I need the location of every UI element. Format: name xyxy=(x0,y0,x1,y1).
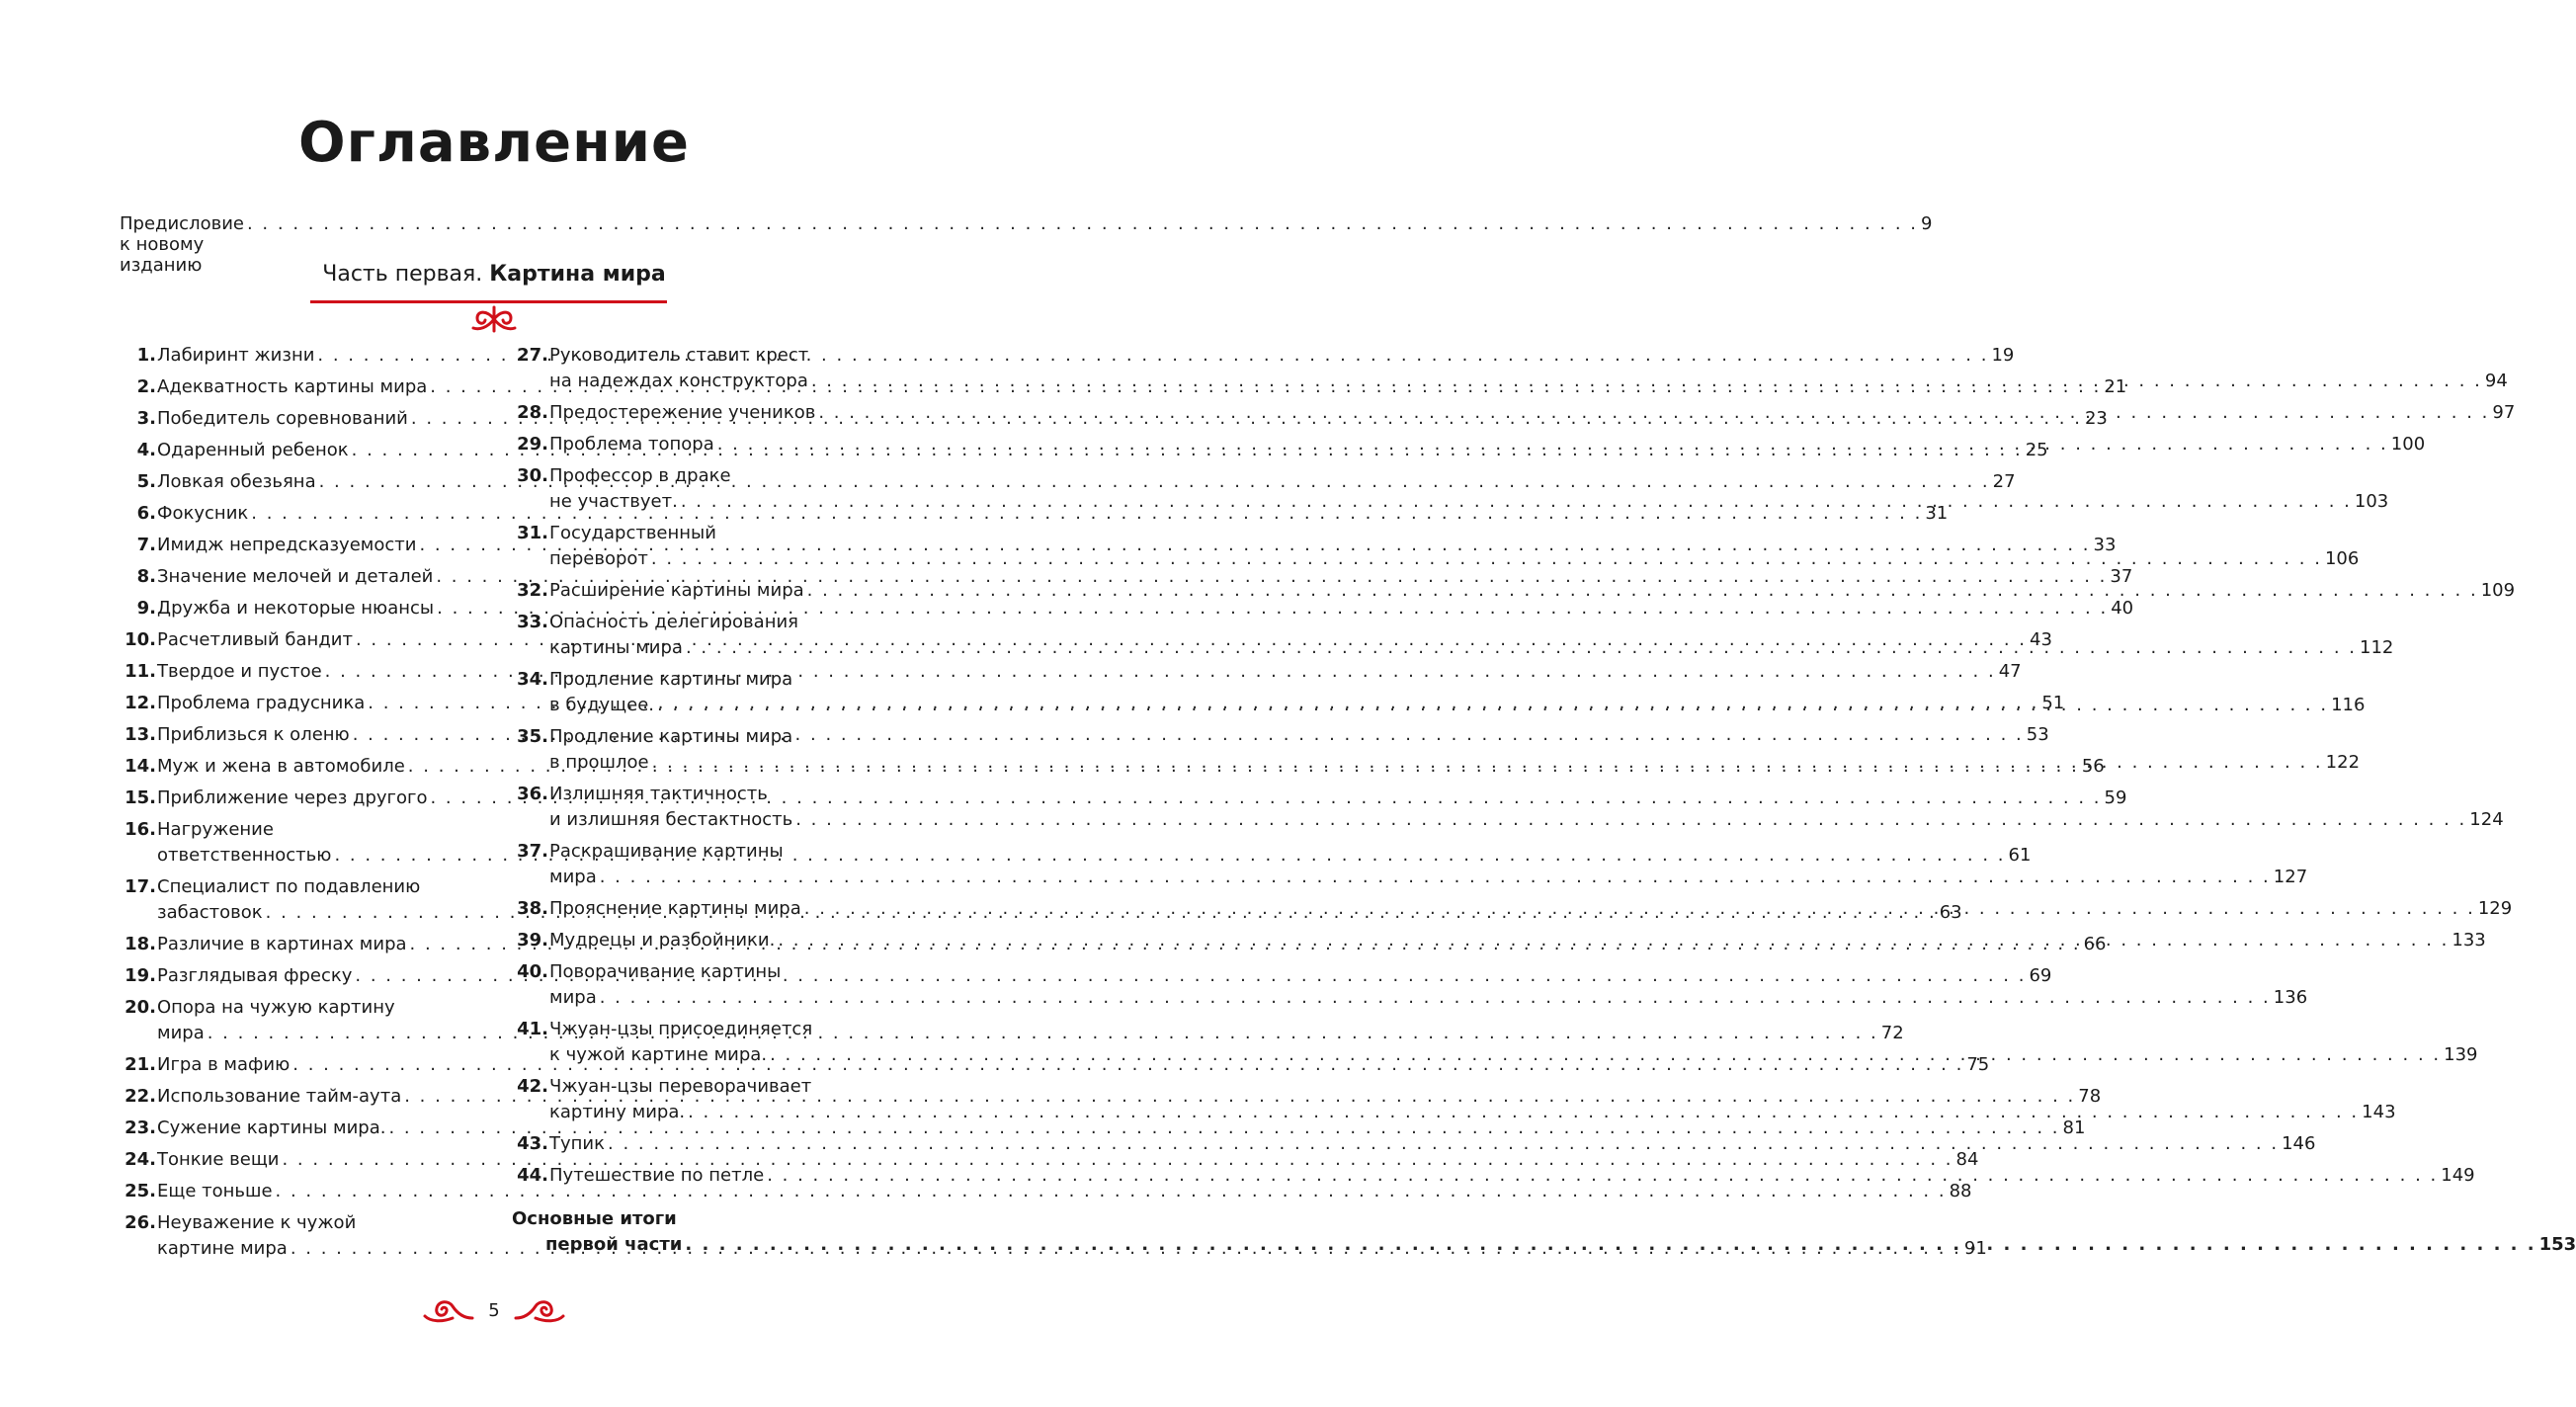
chapter-title: Еще тоньше xyxy=(157,1181,273,1201)
page-ref: 124 xyxy=(2469,809,2504,830)
page-ref: 127 xyxy=(2273,867,2308,887)
chapter-title: Проблема градусника xyxy=(157,693,366,713)
page-ref: 88 xyxy=(1949,1181,1972,1201)
chapter-title: Раскрашивание картины xyxy=(549,841,784,862)
chapter-title: Муж и жена в автомобиле xyxy=(157,756,405,777)
chapter-title: Путешествие по петле xyxy=(549,1165,765,1186)
dot-leader xyxy=(811,369,2482,394)
right-swirl-icon xyxy=(514,1298,565,1326)
page-ref: 112 xyxy=(2360,637,2394,658)
chapter-title: Чжуан-цзы переворачивает xyxy=(549,1076,812,1097)
chapter-number: 11. xyxy=(125,661,156,682)
chapter-number: 37. xyxy=(517,841,548,862)
chapter-number: 26. xyxy=(125,1212,156,1233)
chapter-number: 8. xyxy=(136,566,156,587)
page-ref: 47 xyxy=(1998,661,2022,682)
chapter-title: Ловкая обезьяна xyxy=(157,471,316,492)
chapter-number: 1. xyxy=(136,345,156,366)
page-ref: 81 xyxy=(2062,1117,2086,1138)
page-ref: 19 xyxy=(1991,345,2015,366)
dot-leader xyxy=(818,400,2489,426)
dot-leader xyxy=(681,489,2352,515)
chapter-title: Приближение через другого xyxy=(157,787,428,808)
chapter-title: картине мира xyxy=(157,1238,288,1259)
toc-entry[interactable] xyxy=(117,1116,2086,1141)
chapter-title: Чжуан-цзы присоединяется xyxy=(549,1019,813,1039)
page-ref: 100 xyxy=(2390,434,2426,455)
page-ref: 106 xyxy=(2324,548,2360,569)
chapter-number: 2. xyxy=(136,376,156,397)
dot-leader xyxy=(600,985,2271,1011)
preface-page: 9 xyxy=(1921,213,1933,234)
toc-entry[interactable] xyxy=(117,1147,1979,1173)
chapter-number: 22. xyxy=(125,1086,156,1107)
chapter-title: картины мира xyxy=(549,637,683,658)
chapter-title: Игра в мафию xyxy=(157,1054,291,1075)
chapter-title: Победитель соревнований xyxy=(157,408,408,429)
dot-leader xyxy=(807,578,2478,604)
page-ref: 21 xyxy=(2104,376,2127,397)
dot-leader xyxy=(652,750,2323,776)
page-ref: 69 xyxy=(2029,965,2052,986)
page-ref: 153 xyxy=(2538,1234,2576,1255)
chapter-number: 38. xyxy=(517,898,548,919)
chapter-title: Твердое и пустое xyxy=(157,661,322,682)
chapter-number: 4. xyxy=(136,440,156,460)
chapter-number: 27. xyxy=(517,345,548,366)
preface-label: Предисловие к новому изданию xyxy=(120,213,244,276)
chapter-number: 20. xyxy=(125,997,156,1018)
page-ref: 63 xyxy=(1939,902,1962,923)
chapter-number: 30. xyxy=(517,465,548,486)
page-ref: 84 xyxy=(1955,1149,1979,1170)
dot-leader xyxy=(686,635,2357,661)
chapter-number: 6. xyxy=(136,503,156,524)
page-ref: 23 xyxy=(2084,408,2108,429)
page-footer xyxy=(0,1296,988,1326)
chapter-number: 18. xyxy=(125,934,156,954)
chapter-title: Проблема топора xyxy=(549,434,714,455)
chapter-title: Расширение картины мира xyxy=(549,580,804,601)
chapter-number: 7. xyxy=(136,535,156,555)
chapter-number: 35. xyxy=(517,726,548,747)
toc-entry[interactable] xyxy=(117,596,2134,621)
page-ref: 75 xyxy=(1966,1054,1990,1075)
chapter-title: Поворачивание картины xyxy=(549,961,782,982)
chapter-number: 14. xyxy=(125,756,156,777)
page-ref: 27 xyxy=(1992,471,2016,492)
dot-leader xyxy=(657,693,2328,718)
dot-leader xyxy=(778,928,2449,953)
page-ref: 56 xyxy=(2081,756,2105,777)
dot-leader xyxy=(688,1100,2359,1125)
chapter-title: Одаренный ребенок xyxy=(157,440,349,460)
chapter-title: Специалист по подавлению xyxy=(157,876,421,897)
chapter-number: 19. xyxy=(125,965,156,986)
page-ref: 136 xyxy=(2273,987,2308,1008)
chapter-number: 9. xyxy=(136,598,156,619)
chapter-title: Сужение картины мира. xyxy=(157,1117,386,1138)
part-prefix: Часть первая. xyxy=(322,262,483,287)
part-name: Картина мира xyxy=(489,262,666,287)
toc-entry[interactable] xyxy=(509,578,2516,604)
chapter-number: 24. xyxy=(125,1149,156,1170)
toc-entry[interactable] xyxy=(509,1131,2316,1157)
chapter-title: в будущее. xyxy=(549,695,655,715)
chapter-title: Профессор в драке xyxy=(549,465,731,486)
chapter-title: Опора на чужую картину xyxy=(157,997,395,1018)
chapter-title: мира xyxy=(549,987,597,1008)
page-ref: 143 xyxy=(2362,1102,2396,1122)
dot-leader xyxy=(600,865,2271,890)
chapter-title: Значение мелочей и деталей xyxy=(157,566,434,587)
chapter-title: Расчетливый бандит xyxy=(157,629,353,650)
chapter-title: ответственностью xyxy=(157,845,332,866)
page-ref: 51 xyxy=(2041,693,2065,713)
chapter-number: 12. xyxy=(125,693,156,713)
chapter-title: в прошлое xyxy=(549,752,649,773)
page-ref: 139 xyxy=(2444,1044,2478,1065)
page-ref: 129 xyxy=(2477,898,2513,919)
page-ref: 66 xyxy=(2083,934,2107,954)
page-ref: 146 xyxy=(2282,1133,2316,1154)
chapter-title: Продление картины мира xyxy=(549,726,793,747)
chapter-title: Неуважение к чужой xyxy=(157,1212,357,1233)
chapter-title: не участвует. xyxy=(549,491,678,512)
chapter-title: переворот xyxy=(549,548,648,569)
page-ref: 31 xyxy=(1925,503,1949,524)
chapter-number: 3. xyxy=(136,408,156,429)
summary-title-cont: первой части xyxy=(545,1234,683,1255)
chapter-number: 21. xyxy=(125,1054,156,1075)
page-ref: 133 xyxy=(2451,930,2486,951)
page-ref: 53 xyxy=(2026,724,2049,745)
chapter-number: 23. xyxy=(125,1117,156,1138)
chapter-number: 43. xyxy=(517,1133,548,1154)
chapter-number: 16. xyxy=(125,819,156,840)
chapter-title: Нагружение xyxy=(157,819,274,840)
chapter-title: мира xyxy=(157,1023,205,1043)
chapter-title: на надеждах конструктора xyxy=(549,371,808,391)
page-ref: 37 xyxy=(2110,566,2133,587)
chapter-number: 28. xyxy=(517,402,548,423)
chapter-number: 31. xyxy=(517,523,548,543)
chapter-number: 40. xyxy=(517,961,548,982)
page-ref: 61 xyxy=(2008,845,2032,866)
page-ref: 109 xyxy=(2480,580,2516,601)
page-ref: 59 xyxy=(2104,787,2127,808)
chapter-title: Адекватность картины мира xyxy=(157,376,428,397)
chapter-number: 44. xyxy=(517,1165,548,1186)
page-ref: 33 xyxy=(2093,535,2117,555)
chapter-title: и излишняя бестактность xyxy=(549,809,793,830)
toc-entry[interactable] xyxy=(117,1179,1972,1204)
page-ref: 78 xyxy=(2078,1086,2102,1107)
left-swirl-icon xyxy=(423,1298,474,1326)
dot-leader xyxy=(770,1042,2441,1068)
page-ref: 97 xyxy=(2492,402,2516,423)
chapter-title: Лабиринт жизни xyxy=(157,345,315,366)
summary-title: Основные итоги xyxy=(512,1208,677,1229)
page-ref: 94 xyxy=(2484,371,2508,391)
page-ref: 122 xyxy=(2325,752,2361,773)
dot-leader xyxy=(247,213,1918,234)
chapter-number: 29. xyxy=(517,434,548,455)
chapter-title: Государственный xyxy=(549,523,716,543)
part-heading xyxy=(0,262,988,287)
dot-leader xyxy=(685,1232,2535,1258)
chapter-title: Фокусник xyxy=(157,503,249,524)
chapter-number: 5. xyxy=(136,471,156,492)
chapter-title: Различие в картинах мира xyxy=(157,934,407,954)
chapter-number: 15. xyxy=(125,787,156,808)
dot-leader xyxy=(795,807,2466,833)
chapter-title: Предостережение учеников xyxy=(549,402,816,423)
page-title: Оглавление xyxy=(297,111,690,175)
chapter-title: мира xyxy=(549,867,597,887)
chapter-title: Опасность делегирования xyxy=(549,612,798,632)
page-ref: 116 xyxy=(2331,695,2366,715)
page-ref: 103 xyxy=(2354,491,2389,512)
page-ref: 25 xyxy=(2025,440,2048,460)
chapter-number: 34. xyxy=(517,669,548,690)
dot-leader xyxy=(767,1163,2438,1189)
chapter-title: Разглядывая фреску xyxy=(157,965,353,986)
chapter-title: к чужой картине мира. xyxy=(549,1044,768,1065)
chapter-title: забастовок xyxy=(157,902,263,923)
dot-leader xyxy=(608,1131,2279,1157)
toc-entry[interactable] xyxy=(117,564,2133,590)
chapter-title: Тупик xyxy=(549,1133,605,1154)
chapter-number: 39. xyxy=(517,930,548,951)
page-ref: 72 xyxy=(1880,1023,1904,1043)
chapter-number: 10. xyxy=(125,629,156,650)
chapter-title: Продление картины мира xyxy=(549,669,793,690)
chapter-number: 32. xyxy=(517,580,548,601)
chapter-title: Мудрецы и разбойники. xyxy=(549,930,776,951)
chapter-number: 42. xyxy=(517,1076,548,1097)
chapter-title: Дружба и некоторые нюансы xyxy=(157,598,435,619)
chapter-number: 36. xyxy=(517,784,548,804)
chapter-title: Руководитель ставит крест xyxy=(549,345,809,366)
page-ref: 40 xyxy=(2111,598,2134,619)
dot-leader xyxy=(651,546,2322,572)
chapter-number: 41. xyxy=(517,1019,548,1039)
page-ref: 43 xyxy=(2030,629,2052,650)
chapter-title: картину мира. xyxy=(549,1102,686,1122)
chapter-title: Использование тайм-аута xyxy=(157,1086,402,1107)
part-underline xyxy=(310,300,667,303)
chapter-title: Излишняя тактичность xyxy=(549,784,768,804)
chapter-title: Приблизься к оленю xyxy=(157,724,350,745)
chapter-title: Прояснение картины мира xyxy=(549,898,801,919)
chapter-number: 25. xyxy=(125,1181,156,1201)
dot-leader xyxy=(717,432,2388,457)
chapter-title: Имидж непредсказуемости xyxy=(157,535,417,555)
dot-leader xyxy=(804,896,2475,922)
toc-entry[interactable] xyxy=(509,1163,2475,1189)
chapter-number: 13. xyxy=(125,724,156,745)
ornament-icon xyxy=(465,304,523,334)
page-number: 5 xyxy=(488,1300,500,1321)
chapter-number: 33. xyxy=(517,612,548,632)
chapter-title: Тонкие вещи xyxy=(157,1149,280,1170)
page-ref: 91 xyxy=(1963,1238,1987,1259)
page-ref: 149 xyxy=(2441,1165,2475,1186)
chapter-number: 17. xyxy=(125,876,156,897)
